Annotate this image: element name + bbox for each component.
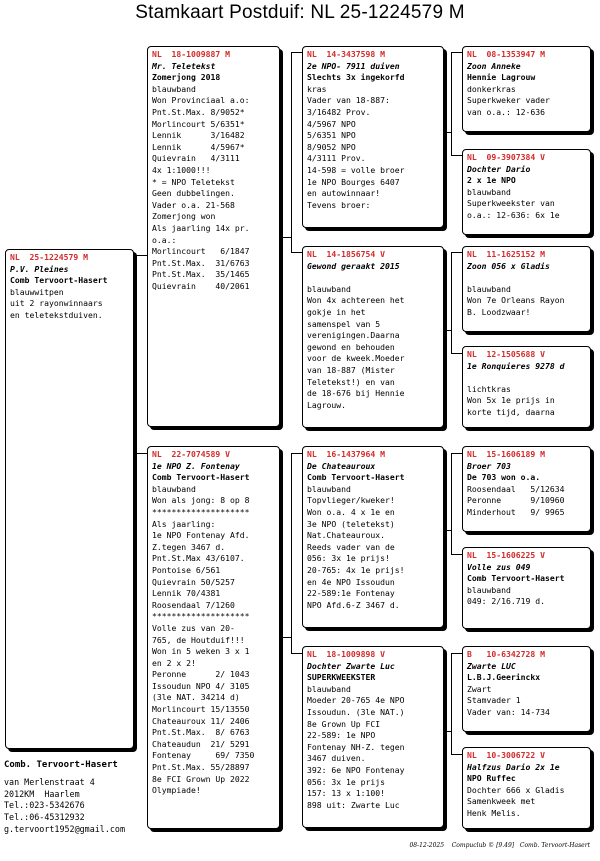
info-line: Superkweekster van <box>467 198 555 209</box>
info-line: Won o.a. 4 x 1e en <box>307 506 395 517</box>
great-grandparent-card-mff <box>462 446 591 532</box>
ring-number: NL 14-3437598 M <box>307 49 385 59</box>
pigeon-name: Halfzus Dario 2x 1e <box>467 761 560 772</box>
ring-number: NL 14-1856754 V <box>307 249 385 259</box>
connector-line <box>451 453 452 554</box>
pigeon-name: P.V. Pleines <box>10 263 69 274</box>
info-line: Issoudun NPO 4/ 3105 <box>152 680 250 691</box>
info-line: Fontenay 69/ 7350 <box>152 750 255 761</box>
pigeon-name: 1e Ronquieres 9278 d <box>467 360 565 371</box>
info-line: 5/6351 NPO <box>307 130 356 141</box>
info-line: 056: 3x 1e prijs <box>307 776 385 787</box>
info-line: blauwband <box>467 584 511 595</box>
info-line: Samenkweek met <box>467 796 536 807</box>
pigeon-name: Mr. Teletekst <box>152 60 216 71</box>
info-line: en 4e NPO Issoudun <box>307 576 395 587</box>
info-line: 056: 3x 1e prijs! <box>307 553 390 564</box>
great-grandparent-card-fmf <box>462 246 591 332</box>
info-line: kras <box>307 83 327 94</box>
info-line: Vader o.a. 21-568 <box>152 199 235 210</box>
info-line: Pnt.St.Max. 55/28897 <box>152 762 250 773</box>
info-line: lichtkras <box>467 383 511 394</box>
info-line: blauwband <box>467 283 511 294</box>
ring-number: NL 09-3907384 V <box>467 152 545 162</box>
info-line: Reeds vader van de <box>307 541 395 552</box>
breeder-line: NPO Ruffec <box>467 773 516 784</box>
ring-number: NL 12-1505688 V <box>467 349 545 359</box>
info-line: 392: 6e NPO Fontenay <box>307 764 405 775</box>
owner-block <box>4 760 125 836</box>
info-line: Lennik 3/16482 <box>152 130 245 141</box>
info-line: 4x 1:1000!!! <box>152 164 211 175</box>
info-line: blauwband <box>307 283 351 294</box>
connector-line <box>451 252 452 353</box>
pigeon-name: Zwarte LUC <box>467 660 516 671</box>
info-line: Quievrain 40/2061 <box>152 280 250 291</box>
owner-line: 2012KM Haarlem <box>4 788 80 799</box>
breeder-line: Comb Tervoort-Hasert <box>467 573 565 584</box>
info-line: uit 2 rayonwinnaars <box>10 298 103 309</box>
info-line: gokje in het <box>307 306 366 317</box>
ring-number: NL 10-3006722 V <box>467 750 545 760</box>
info-line: van o.a.: 12-636 <box>467 106 545 117</box>
info-line: o.a.: <box>152 234 177 245</box>
info-line: van 18-887 (Mister <box>307 364 395 375</box>
info-line: 14-598 = volle broer <box>307 164 405 175</box>
info-line: Chateaudun 21/ 5291 <box>152 738 250 749</box>
breeder-line: 2 x 1e NPO <box>467 175 516 186</box>
great-grandparent-card-ffm <box>462 149 591 235</box>
connector-line <box>445 330 452 331</box>
breeder-line: Hennie Lagrouw <box>467 72 536 83</box>
connector-line <box>451 653 452 754</box>
info-line: 8/9052 NPO <box>307 141 356 152</box>
great-grandparent-card-mmm <box>462 747 591 829</box>
ring-number: NL 08-1353947 M <box>467 49 545 59</box>
pigeon-name: Zoon Anneke <box>467 60 521 71</box>
info-line: Won als jong: 8 op 8 <box>152 495 250 506</box>
info-line: Morlincourt 5/6351* <box>152 118 245 129</box>
breeder-line: Comb Tervoort-Hasert <box>10 275 108 286</box>
info-line: 20-765: 4x 1e prijs! <box>307 564 405 575</box>
info-line: Won 4x achtereen het <box>307 295 405 306</box>
info-line: ******************** <box>152 506 250 517</box>
great-grandparent-card-fmm <box>462 346 591 428</box>
connector-line <box>445 530 452 531</box>
info-line: Pnt.St.Max. 35/1465 <box>152 269 250 280</box>
info-line: 22-589:1e Fontenay <box>307 588 395 599</box>
info-line: B. Loodzwaar! <box>467 306 531 317</box>
grandfather-paternal-card <box>302 46 444 228</box>
info-line: Stamvader 1 <box>467 695 521 706</box>
info-line: Pnt.St.Max. 8/ 6763 <box>152 727 250 738</box>
info-line: Lennik 70/4381 <box>152 588 221 599</box>
info-line: (3le NAT. 34214 d) <box>152 692 240 703</box>
pigeon-name: Volle zus 049 <box>467 561 531 572</box>
info-line: 22-589: 1e NPO <box>307 730 376 741</box>
connector-line <box>445 731 452 732</box>
info-line: ******************** <box>152 611 250 622</box>
info-line: Fontenay NH-Z. tegen <box>307 741 405 752</box>
info-line: 898 uit: Zwarte Luc <box>307 799 400 810</box>
info-line: Peronne 9/10960 <box>467 495 565 506</box>
info-line <box>307 272 439 284</box>
info-line: Won 5x 1e prijs in <box>467 395 555 406</box>
owner-line: Tel.:023-5342676 <box>4 800 85 811</box>
connector-line <box>281 637 292 638</box>
owner-email: g.tervoort1952@gmail.com <box>4 823 126 834</box>
info-line: en 2 x 2! <box>152 657 196 668</box>
info-line: Henk Melis. <box>467 807 521 818</box>
info-line: Roosendaal 7/1260 <box>152 599 235 610</box>
info-line: 3/16482 Prov. <box>307 106 371 117</box>
connector-line <box>136 255 137 453</box>
info-line: 765, de Houtduif!!! <box>152 634 245 645</box>
owner-line: Tel.:06-45312932 <box>4 812 85 823</box>
info-line: Geen dubbelingen. <box>152 188 235 199</box>
grandmother-paternal-card <box>302 246 444 428</box>
info-line: Won in 5 weken 3 x 1 <box>152 646 250 657</box>
ring-number: NL 16-1437964 M <box>307 449 385 459</box>
info-line: blauwband <box>152 83 196 94</box>
breeder-line: Zomerjong 2018 <box>152 72 221 83</box>
subject-card <box>5 249 134 749</box>
connector-line <box>445 132 452 133</box>
info-line: Pontoise 6/561 <box>152 564 221 575</box>
info-line: blauwband <box>307 483 351 494</box>
breeder-line: Comb Tervoort-Hasert <box>152 472 250 483</box>
pigeon-name: Zoon 056 x Gladis <box>467 260 550 271</box>
owner-line: van Merlenstraat 4 <box>4 776 95 787</box>
info-line: Won 7e Orleans Rayon <box>467 295 565 306</box>
info-line: Dochter 666 x Gladis <box>467 784 565 795</box>
info-line: Topvlieger/kweker! <box>307 495 395 506</box>
info-line: Zomerjong won <box>152 211 216 222</box>
info-line: Als jaarling: <box>152 518 216 529</box>
pigeon-name: 2e NPO- 7911 duiven <box>307 60 400 71</box>
breeder-line: L.B.J.Geerinckx <box>467 672 541 683</box>
info-line: Lagrouw. <box>307 399 346 410</box>
ring-number: NL 11-1625152 M <box>467 249 545 259</box>
info-line: 049: 2/16.719 d. <box>467 596 545 607</box>
breeder-line: SUPERKWEEKSTER <box>307 672 376 683</box>
great-grandparent-card-mmf <box>462 646 591 732</box>
footer-credit: 08-12-2025 Compuclub © [9.49] Comb. Tervoort-Hasert <box>409 842 590 849</box>
info-line: Teletekst!) en van <box>307 376 395 387</box>
grandmother-maternal-card <box>302 646 444 828</box>
info-line: Won Provinciaal a.o: <box>152 95 250 106</box>
pigeon-name: 1e NPO Z. Fontenay <box>152 460 240 471</box>
info-line: Superkweker vader <box>467 95 550 106</box>
info-line: Quievrain 50/5257 <box>152 576 235 587</box>
info-line: o.a.: 12-636: 6x 1e <box>467 209 560 220</box>
info-line: Nat.Chateauroux. <box>307 530 385 541</box>
info-line <box>467 372 586 384</box>
info-line: 4/3111 Prov. <box>307 153 366 164</box>
info-line: Lennik 4/5967* <box>152 141 245 152</box>
ring-number: NL 22-7074589 V <box>152 449 230 459</box>
info-line: samenspel van 5 <box>307 318 381 329</box>
pigeon-name: Gewond geraakt 2015 <box>307 260 400 271</box>
info-line: 3467 duiven. <box>307 753 366 764</box>
info-line: 8e Grown Up FCI <box>307 718 381 729</box>
info-line: korte tijd, daarna <box>467 406 555 417</box>
father-card <box>147 46 280 427</box>
info-line: Z.tegen 3467 d. <box>152 541 226 552</box>
info-line: blauwband <box>152 483 196 494</box>
breeder-line: De 703 won o.a. <box>467 472 541 483</box>
breeder-line: Comb Tervoort-Hasert <box>307 472 405 483</box>
info-line: Volle zus van 20- <box>152 622 235 633</box>
page-title: Stamkaart Postduif: NL 25-1224579 M <box>135 2 465 23</box>
info-line: Moeder 20-765 4e NPO <box>307 695 405 706</box>
info-line: Olympiade! <box>152 785 201 796</box>
info-line: 157: 13 x 1:100! <box>307 788 385 799</box>
info-line: Vader van 18-887: <box>307 95 390 106</box>
info-line: Roosendaal 5/12634 <box>467 483 565 494</box>
info-line: en teletekstduiven. <box>10 309 103 320</box>
info-line: 4/5967 NPO <box>307 118 356 129</box>
ring-number: NL 15-1606225 V <box>467 550 545 560</box>
pigeon-name: De Chateauroux <box>307 460 376 471</box>
info-line: blauwwitpen <box>10 286 64 297</box>
info-line: Issoudun. (3le NAT.) <box>307 706 405 717</box>
info-line: donkerkras <box>467 83 516 94</box>
connector-line <box>451 52 452 155</box>
ring-number: NL 25-1224579 M <box>10 252 88 262</box>
info-line: voor de kweek.Moeder <box>307 353 405 364</box>
ring-number: B 10-6342728 M <box>467 649 545 659</box>
owner-name: Comb. Tervoort-Hasert <box>4 760 118 770</box>
info-line: blauwband <box>467 186 511 197</box>
info-line: en autowinnaar! <box>307 188 381 199</box>
info-line: * = NPO Teletekst <box>152 176 235 187</box>
info-line: Morlincourt 15/13550 <box>152 704 250 715</box>
info-line <box>467 272 586 284</box>
info-line: Tevens broer: <box>307 199 371 210</box>
info-line: Pnt.St.Max. 31/6763 <box>152 257 250 268</box>
pigeon-name: Dochter Zwarte Luc <box>307 660 395 671</box>
great-grandparent-card-mfm <box>462 547 591 629</box>
info-line: 1e NPO Fontenay Afd. <box>152 530 250 541</box>
connector-line <box>291 453 292 653</box>
info-line: 8e FCI Grown Up 2022 <box>152 773 250 784</box>
info-line: NPO Afd.6-Z 3467 d. <box>307 599 400 610</box>
great-grandparent-card-fff <box>462 46 591 132</box>
info-line: 1e NPO Bourges 6407 <box>307 176 400 187</box>
ring-number: NL 18-1009887 M <box>152 49 230 59</box>
info-line: Pnt.St.Max. 8/9052* <box>152 106 245 117</box>
info-line: Zwart <box>467 683 492 694</box>
pigeon-name: Dochter Dario <box>467 163 531 174</box>
info-line: Peronne 2/ 1043 <box>152 669 250 680</box>
breeder-line: Slechts 3x ingekorfd <box>307 72 405 83</box>
info-line: Vader van: 14-734 <box>467 706 550 717</box>
info-line: verenigingen.Daarna <box>307 330 400 341</box>
info-line: Minderhout 9/ 9965 <box>467 506 565 517</box>
info-line: Quievrain 4/3111 <box>152 153 240 164</box>
info-line: 3e NPO (teletekst) <box>307 518 395 529</box>
info-line: gewond en behouden <box>307 341 395 352</box>
pigeon-name: Broer 703 <box>467 460 511 471</box>
info-line: Chateauroux 11/ 2406 <box>152 715 250 726</box>
connector-line <box>281 237 292 238</box>
info-line: de 18-676 bij Hennie <box>307 388 405 399</box>
mother-card <box>147 446 280 829</box>
connector-line <box>291 52 292 252</box>
info-line: Als jaarling 14x pr. <box>152 222 250 233</box>
ring-number: NL 15-1606189 M <box>467 449 545 459</box>
info-line: Pnt.St.Max 43/6107. <box>152 553 245 564</box>
info-line: Morlincourt 6/1847 <box>152 246 250 257</box>
grandfather-maternal-card <box>302 446 444 628</box>
info-line: blauwband <box>307 683 351 694</box>
ring-number: NL 18-1009898 V <box>307 649 385 659</box>
